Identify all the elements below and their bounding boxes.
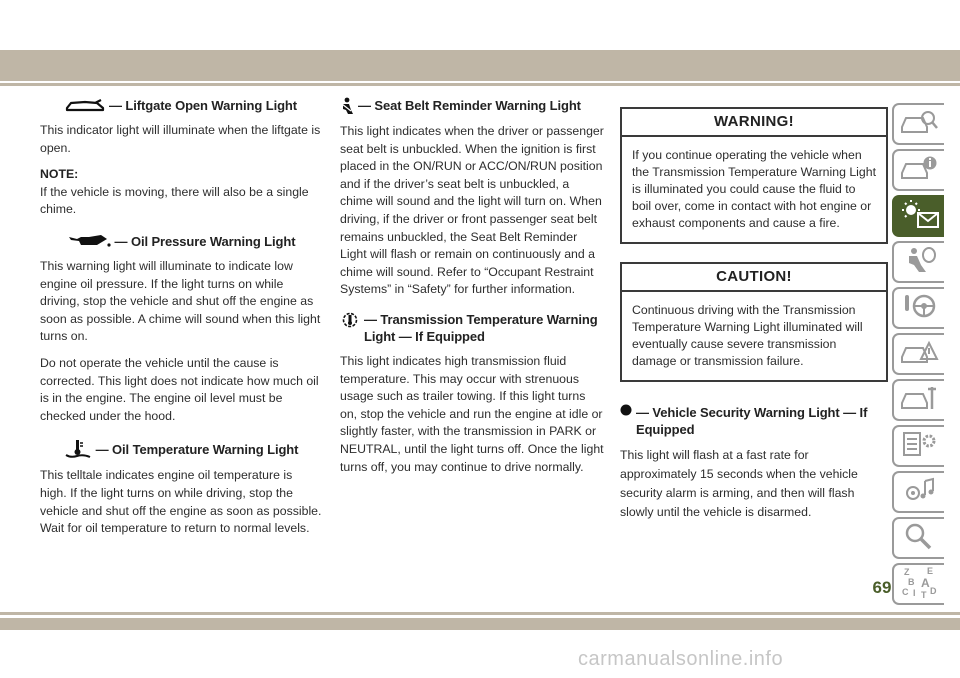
security-dot-icon (620, 404, 632, 416)
top-decorative-band (0, 50, 960, 81)
tab-search[interactable] (892, 517, 944, 559)
oil-temperature-heading (40, 439, 322, 459)
oil-pressure-body-2: Do not operate the vehicle until the cause is corrected. This light does not indicate how much oil is in the engine. The engine oil level must be checked under the hood. (40, 355, 319, 423)
bottom-decorative-band (0, 618, 960, 630)
magnifier-icon (899, 521, 939, 556)
caution-body: Continuous driving with the Transmission Temperature Warning Light illuminated will eventually cause severe transmission damage or transmission failure. (632, 303, 863, 368)
chapter-tabs (892, 103, 947, 609)
oil-can-icon (67, 233, 111, 249)
index-letter: E (927, 565, 934, 576)
warning-box (620, 107, 888, 244)
seat-belt-body: This light indicates when the driver or passenger seat belt is unbuckled. When the ignition is first placed in the ON/RUN or ACC/ON/RUN position and if the driver’s seat belt is unbuckled, a chime will sound and the light will turn on. When driving, if the driver or front passenger seat belt remains unbuckled, the Seat Belt Reminder Light will flash or remain on continuously and a chime will sound. Refer to “Occupant Restraint Systems” in “Safety” for further information. (340, 124, 604, 297)
liftgate-body: This indicator light will illuminate when the liftgate is open. (40, 123, 321, 155)
liftgate-heading-text: — Liftgate Open Warning Light (109, 98, 297, 113)
oil-pressure-body-1: This warning light will illuminate to indicate low engine oil pressure. If the light turns on while driving, stop the vehicle and shut off the engine as soon as possible. A chime will sound when this light turns on. (40, 258, 321, 344)
warning-title: WARNING! (622, 109, 886, 137)
note-body: If the vehicle is moving, there will also be a single chime. (40, 184, 309, 217)
seat-belt-heading (340, 97, 604, 115)
index-letter: T (921, 589, 927, 599)
transmission-body: This light indicates high transmission fluid temperature. This may occur with strenuous usage such as trailer towing. If this light turns on, stop the vehicle and run the engine at idle or slightly faster, with the transmission in PARK or NEUTRAL, until the light turns off. Once the light turns off, you may continue to drive normally. (340, 353, 604, 474)
caution-box (620, 262, 888, 382)
page-number: 69 (872, 578, 892, 597)
oil-temperature-body: This telltale indicates engine oil temperature is high. If the light turns on while driving, stop the vehicle and shut off the engine as soon as possible. Wait for oil temperature to return to normal levels. (40, 468, 322, 536)
index-letter: A (921, 575, 930, 590)
list-gear-icon (899, 429, 939, 464)
tab-car-search[interactable] (892, 103, 944, 145)
security-heading (620, 404, 888, 438)
index-letter: Z (904, 566, 910, 577)
car-hazard-icon (899, 337, 939, 372)
transmission-heading-text: — Transmission Temperature Warning Light — If Equipped (364, 311, 598, 344)
car-tools-icon (899, 383, 939, 418)
tab-car-tools[interactable] (892, 379, 944, 421)
note-label: NOTE: (40, 167, 79, 182)
tab-maintenance-list[interactable] (892, 425, 944, 467)
column-3 (620, 107, 888, 531)
tab-multimedia[interactable] (892, 471, 944, 513)
index-letter: D (930, 585, 937, 596)
bottom-decorative-line (0, 612, 960, 615)
tab-car-info[interactable] (892, 149, 944, 191)
watermark: carmanualsonline.info (578, 648, 784, 670)
car-search-icon (899, 107, 939, 142)
tab-warning-lights[interactable] (892, 195, 944, 237)
liftgate-open-icon (65, 99, 105, 113)
car-info-icon (899, 153, 939, 188)
top-decorative-line (0, 83, 960, 86)
seat-belt-heading-text: — Seat Belt Reminder Warning Light (358, 98, 581, 113)
warning-light-message-icon (897, 198, 941, 235)
caution-title: CAUTION! (622, 264, 886, 292)
seat-airbag-icon (899, 245, 939, 280)
security-body: This light will flash at a fast rate for approximately 15 seconds when the vehicle security alarm is arming, and then will flash slowly until the vehicle is disarmed. (620, 448, 858, 519)
oil-pressure-heading (40, 233, 322, 250)
tab-car-hazard[interactable] (892, 333, 944, 375)
liftgate-heading (40, 97, 322, 114)
security-heading-text: — Vehicle Security Warning Light — If Equipped (636, 405, 868, 437)
column-1 (40, 97, 322, 547)
warning-body: If you continue operating the vehicle when the Transmission Temperature Warning Light is illuminated you could cause the fluid to boil over, come in contact with hot engine or exhaust components and cause a fire. (632, 148, 877, 230)
tab-seat-airbag[interactable] (892, 241, 944, 283)
index-letter: I (913, 587, 916, 598)
column-2 (340, 97, 604, 485)
tab-steering-wheel[interactable] (892, 287, 944, 329)
index-letter: C (902, 586, 909, 597)
oil-temperature-heading-text: — Oil Temperature Warning Light (95, 441, 299, 457)
index-letter: B (908, 576, 915, 587)
transmission-heading (340, 311, 604, 345)
alphabet-index-icon (899, 565, 939, 604)
oil-pressure-heading-text: — Oil Pressure Warning Light (114, 233, 296, 249)
steering-wheel-icon (899, 291, 939, 326)
transmission-temperature-icon (340, 311, 360, 329)
oil-temperature-icon (64, 439, 92, 459)
radio-music-icon (899, 475, 939, 510)
seat-belt-icon (340, 97, 354, 115)
